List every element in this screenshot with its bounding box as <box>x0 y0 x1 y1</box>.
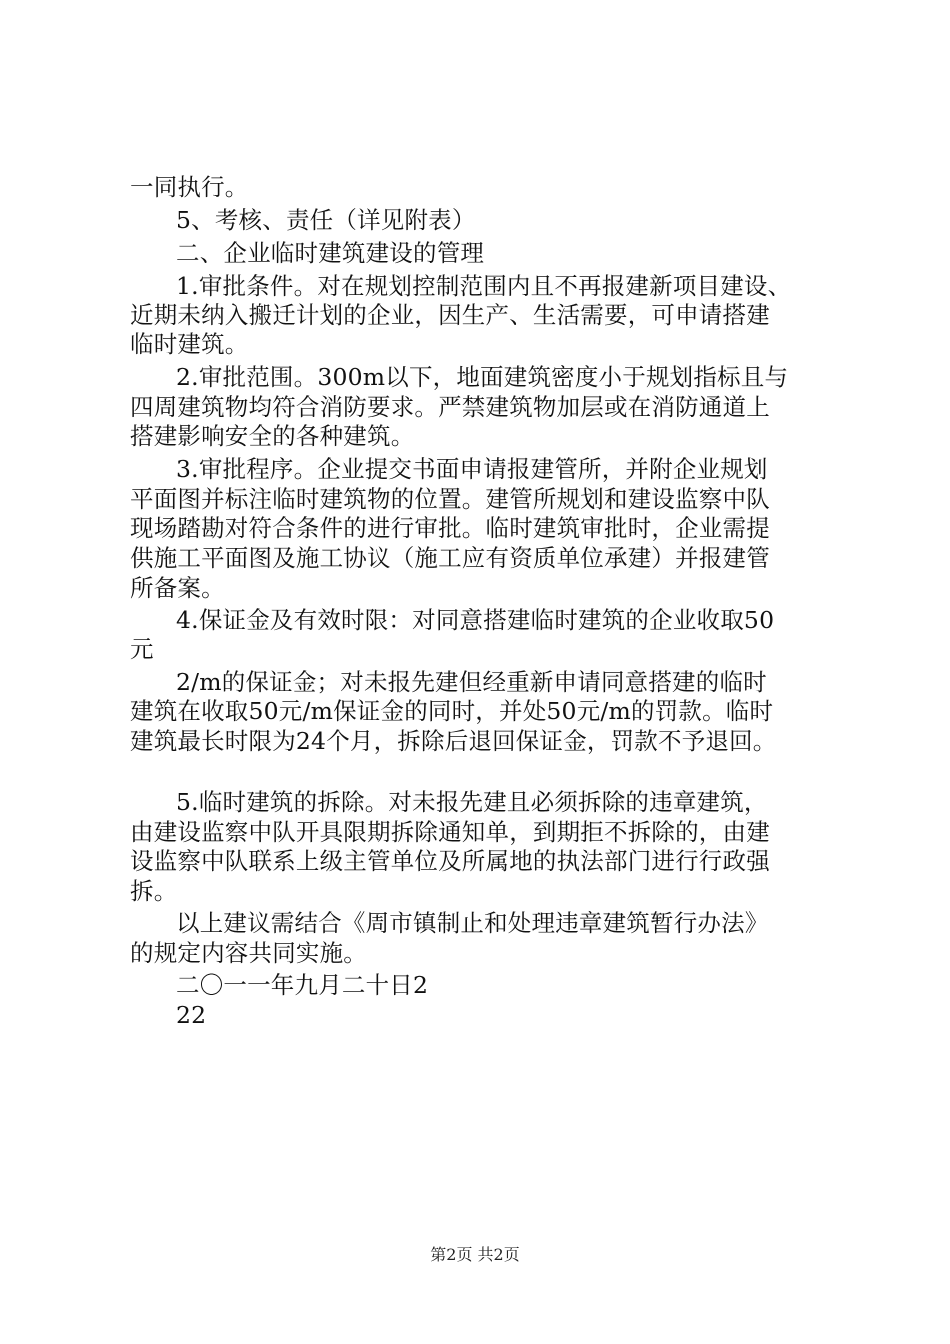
text-line: 5、考核、责任（详见附表） <box>176 206 476 234</box>
text-line: 5.临时建筑的拆除。对未报先建且必须拆除的违章建筑， <box>176 788 768 816</box>
text-line: 设监察中队联系上级主管单位及所属地的执法部门进行行政强 <box>130 847 770 875</box>
text-line: 平面图并标注临时建筑物的位置。建管所规划和建设监察中队 <box>130 485 770 513</box>
text-line: 以上建议需结合《周市镇制止和处理违章建筑暂行办法》 <box>176 909 769 937</box>
section-heading: 二、企业临时建筑建设的管理 <box>176 239 485 267</box>
text-line: 搭建影响安全的各种建筑。 <box>130 422 415 450</box>
text-line: 建筑在收取50元/m保证金的同时，并处50元/m的罚款。临时 <box>130 697 774 725</box>
text-line: 元 <box>130 635 154 663</box>
text-line: 由建设监察中队开具限期拆除通知单，到期拒不拆除的，由建 <box>130 818 770 846</box>
text-line: 的规定内容共同实施。 <box>130 939 367 967</box>
date-line: 二〇一一年九月二十日2 <box>176 971 429 999</box>
text-line: 拆。 <box>130 877 178 905</box>
text-line: 供施工平面图及施工协议（施工应有资质单位承建）并报建管 <box>130 544 770 572</box>
text-line: 建筑最长时限为24个月，拆除后退回保证金，罚款不予退回。 <box>130 727 777 755</box>
text-line: 1.审批条件。对在规划控制范围内且不再报建新项目建设、 <box>176 272 792 300</box>
text-line: 近期未纳入搬迁计划的企业，因生产、生活需要，可申请搭建 <box>130 301 770 329</box>
page-footer: 第2页 共2页 <box>430 1245 520 1264</box>
text-line: 一同执行。 <box>130 173 249 201</box>
text-line: 4.保证金及有效时限：对同意搭建临时建筑的企业收取50 <box>176 606 775 634</box>
text-line: 22 <box>176 1001 207 1029</box>
text-line: 2.审批范围。300m以下，地面建筑密度小于规划指标且与 <box>176 363 789 391</box>
text-line: 2/m的保证金；对未报先建但经重新申请同意搭建的临时 <box>176 668 767 696</box>
text-line: 临时建筑。 <box>130 330 249 358</box>
text-line: 3.审批程序。企业提交书面申请报建管所，并附企业规划 <box>176 455 768 483</box>
text-line: 现场踏勘对符合条件的进行审批。临时建筑审批时，企业需提 <box>130 514 770 542</box>
text-line: 所备案。 <box>130 574 225 602</box>
text-line: 四周建筑物均符合消防要求。严禁建筑物加层或在消防通道上 <box>130 393 770 421</box>
